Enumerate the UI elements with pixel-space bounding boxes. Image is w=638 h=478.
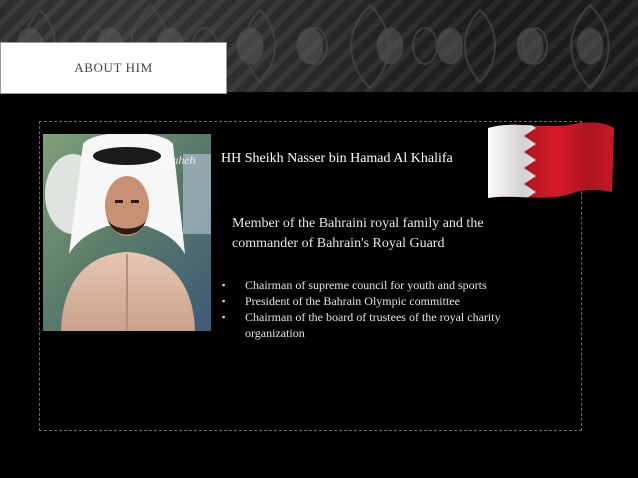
list-item: [220, 277, 560, 293]
list-item-text: Chairman of the board of trustees of the royal charity organization: [245, 310, 501, 340]
list-item-text: President of the Bahrain Olympic committee: [245, 294, 460, 308]
watermark-text: Jnaheh: [161, 153, 196, 167]
list-item: [220, 309, 560, 341]
bullet-icon: ▪: [222, 280, 226, 290]
portrait-photo: [43, 134, 211, 331]
person-name: HH Sheikh Nasser bin Hamad Al Khalifa: [221, 151, 453, 166]
list-item-text: Chairman of supreme council for youth and sports: [245, 278, 487, 292]
list-item: [220, 293, 560, 309]
bullet-icon: ▪: [222, 312, 226, 322]
titles-list: [220, 277, 560, 341]
portrait-illustration: [43, 134, 211, 331]
slide-title: ABOUT HIM: [74, 60, 153, 75]
role-description: Member of the Bahraini royal family and the commander of Bahrain's Royal Guard: [232, 216, 484, 251]
title-box: [0, 42, 227, 94]
bullet-icon: ▪: [222, 296, 226, 306]
bahrain-flag-icon: [484, 120, 616, 200]
